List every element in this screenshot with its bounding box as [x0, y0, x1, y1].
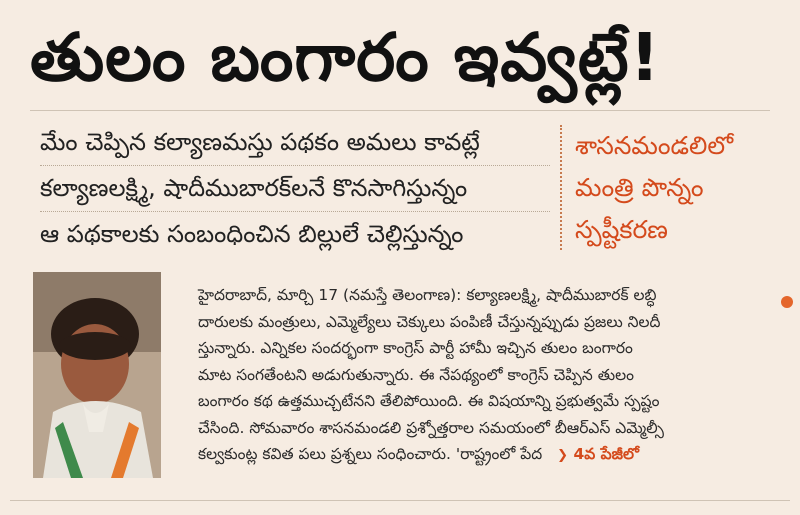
continued-label: 4వ పేజీలో — [573, 445, 639, 463]
vertical-divider — [560, 125, 563, 250]
body-line-3: స్తున్నారు. ఎన్నికల సందర్భంగా కాంగ్రెస్ పార్టీ హామీ ఇచ్చిన తులం బంగారం — [198, 339, 633, 357]
chevron-right-icon: ❯ — [557, 448, 569, 463]
body-line-2: దారులకు మంత్రులు, ఎమ్మెల్యేలు చెక్కులు పంపిణీ చేస్తున్నప్పుడు ప్రజలు నిలదీ — [198, 312, 661, 331]
body-line-1: హైదరాబాద్, మార్చి 17 (నమస్తే తెలంగాణ): కల్యాణలక్ష్మి, షాదీముబారక్ లబ్ధి — [198, 286, 657, 304]
continued-on-page-link[interactable] — [557, 445, 639, 463]
subheadline-block — [40, 120, 550, 257]
headline: తులం బంగారం ఇవ్వట్లే! — [30, 19, 661, 96]
top-divider — [30, 110, 770, 111]
body-line-7 — [198, 441, 788, 468]
body-line-6: చేసింది. సోమవారం శాసనమండలి ప్రశ్నోత్తరాల సమయంలో బీఆర్ఎస్ ఎమ్మెల్సీ — [198, 418, 664, 437]
article-body — [198, 282, 788, 468]
body-line-4: మాట సంగతేంటని అడుగుతున్నారు. ఈ నేపథ్యంలో కాంగ్రెస్ చెప్పిన తులం — [198, 365, 635, 384]
side-note-line-3: స్పష్టీకరణ — [575, 215, 668, 244]
bullet-dot-icon — [781, 296, 793, 308]
body-line-5: బంగారం కథ ఉత్తముచ్చటేనని తేలిపోయింది. ఈ విషయాన్ని ప్రభుత్వమే స్పష్టం — [198, 392, 660, 410]
bottom-divider — [10, 500, 790, 501]
subheadline-line-2: కల్యాణలక్ష్మి, షాదీముబారక్‌లనే కొనసాగిస్తున్నం — [40, 166, 550, 212]
side-note-line-2: మంత్రి పొన్నం — [575, 173, 704, 202]
subheadline-line-1: మేం చెప్పిన కల్యాణమస్తు పథకం అమలు కావట్లే — [40, 120, 550, 166]
minister-photo — [33, 272, 161, 478]
subheadline-line-3: ఆ పథకాలకు సంబంధించిన బిల్లులే చెల్లిస్తున్నం — [40, 220, 464, 248]
person-portrait-image — [33, 272, 161, 478]
body-line-7-text: కల్వకుంట్ల కవిత పలు ప్రశ్నలు సంధించారు. 'రాష్ట్రంలో పేద — [198, 445, 543, 463]
side-note-line-1: శాసనమండలిలో — [575, 131, 734, 160]
side-note — [575, 125, 785, 251]
